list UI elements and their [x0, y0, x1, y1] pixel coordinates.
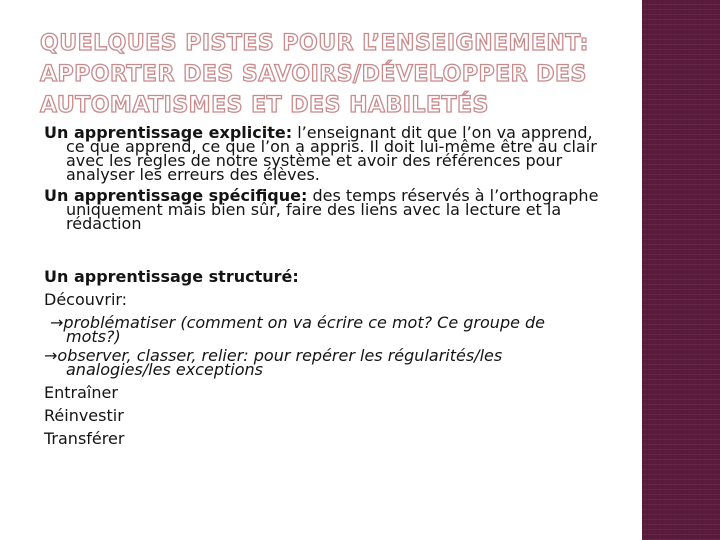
- paragraph-label: Un apprentissage spécifique:: [44, 186, 308, 205]
- structured-label-text: Un apprentissage structuré:: [44, 267, 299, 286]
- arrow-item-observe: →observer, classer, relier: pour repérer les régularités/les analogies/les exceptions: [44, 346, 503, 379]
- step-discover: Découvrir:: [44, 290, 128, 309]
- step-reinvest: Réinvestir: [44, 406, 124, 425]
- arrow-item-problematize: →problématiser (comment on va écrire ce mot? Ce groupe de mots?): [50, 313, 546, 346]
- slide-body: [44, 123, 604, 450]
- structured-label: [44, 265, 604, 288]
- spacer: [44, 238, 604, 265]
- step-train: Entraîner: [44, 383, 118, 402]
- paragraph-specific: [44, 186, 604, 233]
- step-transfer: Transférer: [44, 429, 125, 448]
- paragraph-text: des temps réservés à l’orthographe uniquement mais bien sûr, faire des liens avec la lecture et la rédaction: [66, 186, 599, 233]
- paragraph-label: Un apprentissage explicite:: [44, 123, 293, 142]
- slide-title: QUELQUES PISTES POUR L’ENSEIGNEMENT: APPORTER DES SAVOIRS/DÉVELOPPER DES AUTOMATISMES ET DES HABILETÉS: [40, 31, 589, 118]
- decorative-side-panel: [642, 0, 720, 540]
- paragraph-text: l’enseignant dit que l’on va apprend, ce que apprend, ce que l’on a appris. Il doit lui-même être au clair avec les règles de notre système et avoir des références pour analyser les erreurs des élèves.: [66, 123, 597, 184]
- paragraph-explicit: [44, 123, 604, 184]
